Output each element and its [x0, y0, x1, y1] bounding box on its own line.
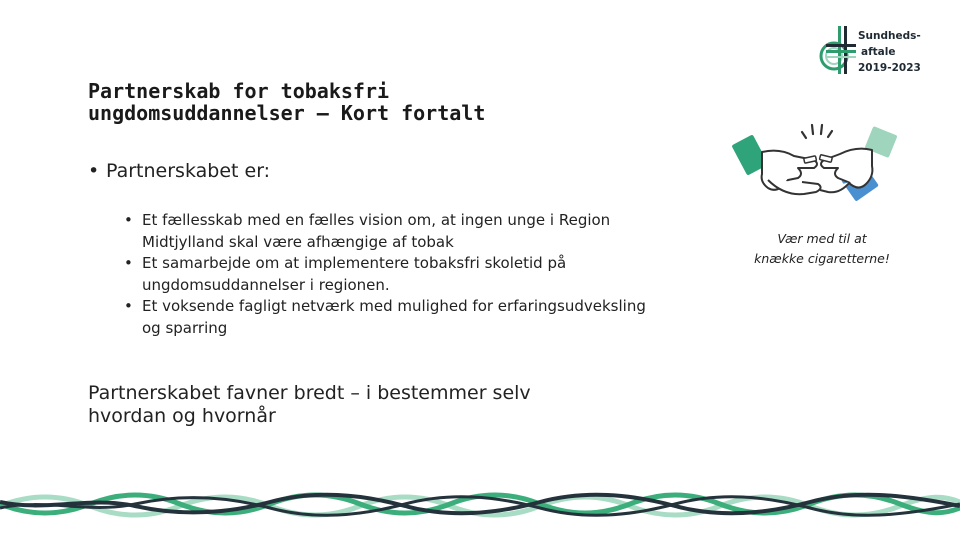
- closing-statement: [88, 382, 648, 428]
- braided-wave-decoration: [0, 480, 960, 530]
- bullet-icon: •: [88, 160, 100, 182]
- snap-lines-icon: [802, 125, 832, 138]
- intro-text: Partnerskabet er:: [106, 160, 271, 182]
- logo-emblem-icon: [816, 22, 856, 78]
- title-line-2: ungdomsuddannelser – Kort fortalt: [88, 101, 486, 125]
- list-item: [124, 210, 664, 253]
- list-item-text: Et voksende fagligt netværk med mulighed for erfaringsudveksling og sparring: [142, 297, 646, 337]
- logo-line-2: aftale: [861, 46, 896, 58]
- logo-line-3: 2019-2023: [858, 62, 921, 74]
- closing-line-1: Partnerskabet favner bredt – i bestemmer selv: [88, 382, 531, 404]
- bullet-icon: •: [124, 254, 133, 272]
- closing-line-2: hvordan og hvornår: [88, 405, 276, 427]
- broken-cigarette-icon: [804, 155, 833, 164]
- subpoint-list: [124, 210, 664, 339]
- list-item-text: Et samarbejde om at implementere tobaksfri skoletid på ungdomsuddannelser i regionen.: [142, 254, 567, 294]
- list-item: [124, 296, 664, 339]
- caption-line-2: knække cigaretterne!: [754, 251, 890, 266]
- page-title: [88, 80, 648, 124]
- caption-line-1: Vær med til at: [777, 231, 867, 246]
- intro-bullet: [88, 160, 270, 182]
- bullet-icon: •: [124, 297, 133, 315]
- list-item-text: Et fællesskab med en fælles vision om, at ingen unge i Region Midtjylland skal være afhængige af tobak: [142, 211, 611, 251]
- logo-line-1: Sundheds-: [858, 30, 921, 42]
- title-line-1: Partnerskab for tobaksfri: [88, 79, 390, 103]
- handshake-breaking-cigarette-icon: [732, 122, 902, 214]
- sundhedsaftale-logo: [816, 22, 926, 80]
- bullet-icon: •: [124, 211, 133, 229]
- list-item: [124, 253, 664, 296]
- illustration-caption: [722, 229, 922, 269]
- hands-outline: [762, 149, 873, 195]
